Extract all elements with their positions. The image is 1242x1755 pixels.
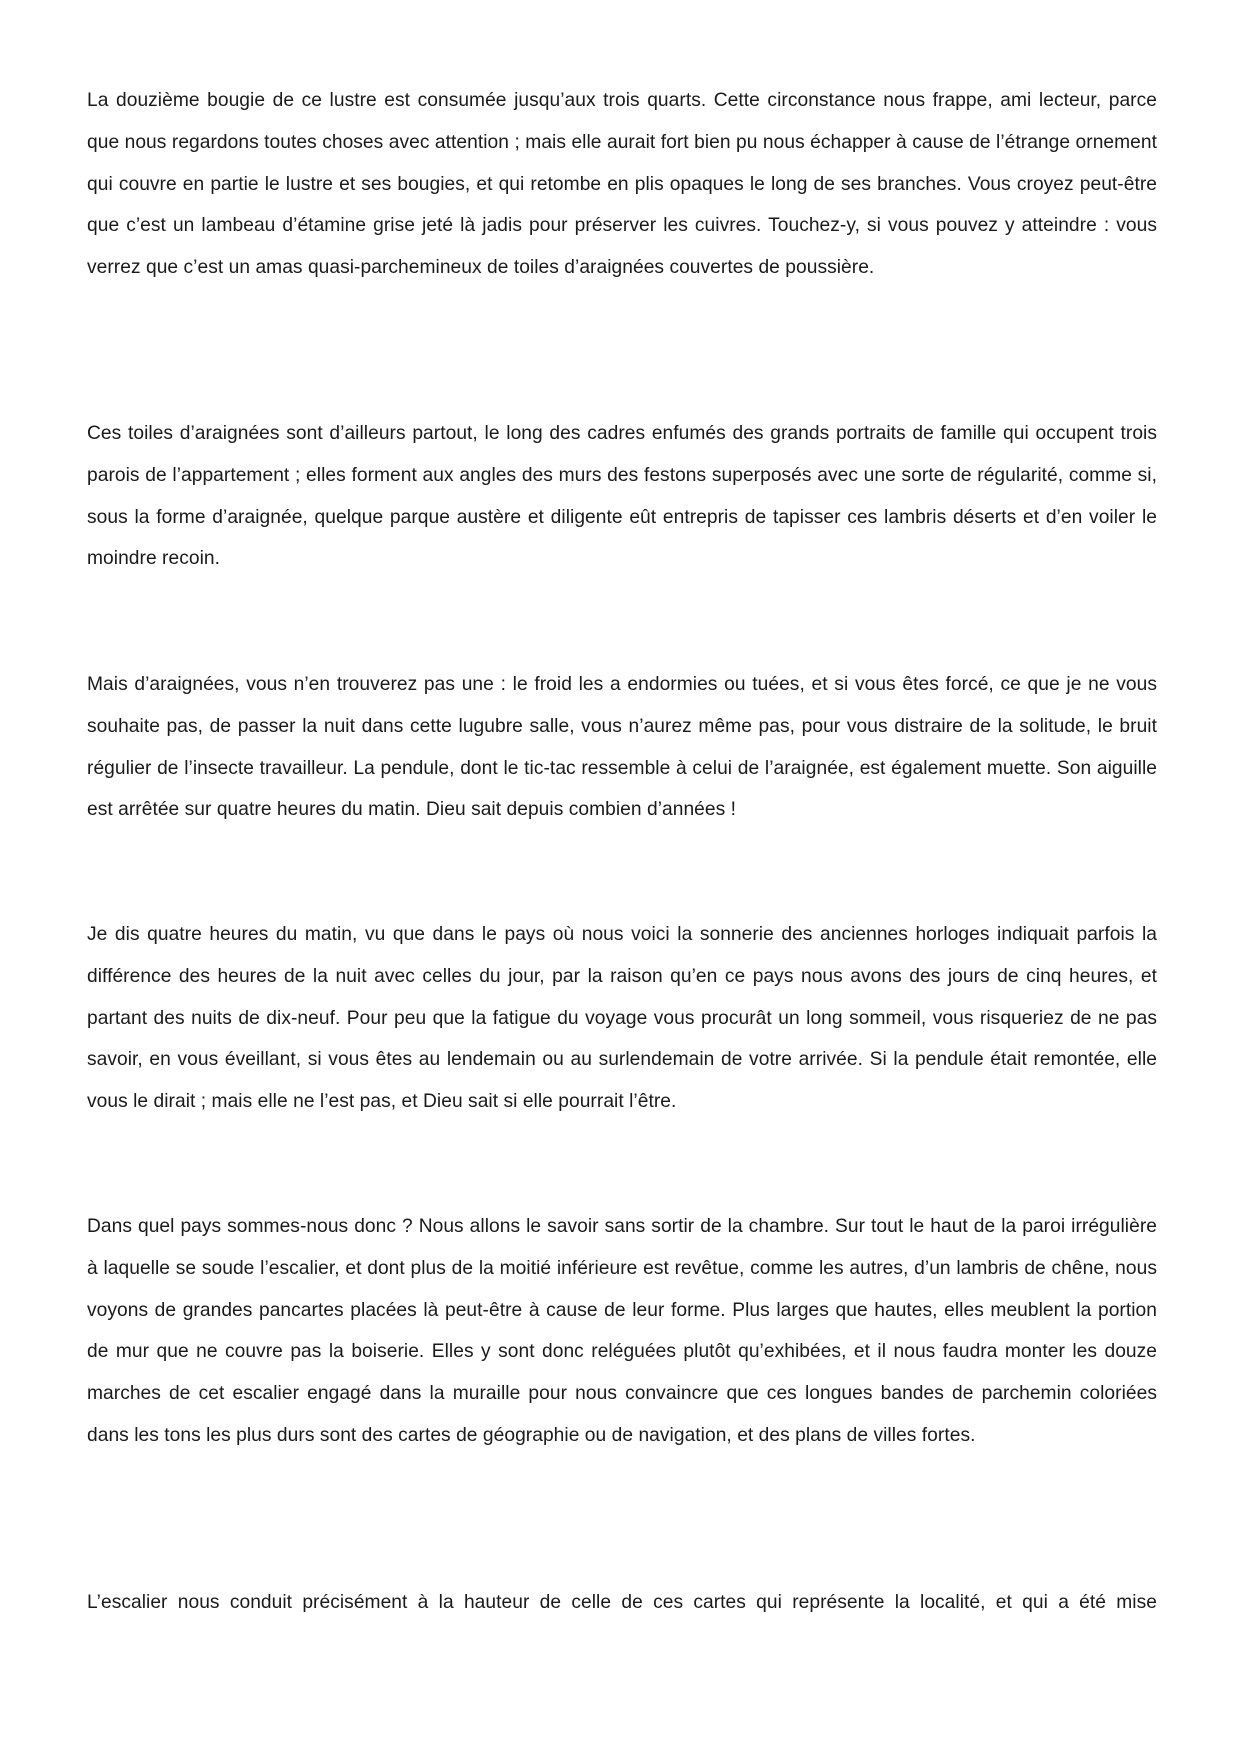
paragraph-4: Je dis quatre heures du matin, vu que dans le pays où nous voici la sonnerie des anciennes horloges indiquait parfois la différence des heures de la nuit avec celles du jour, par la raison qu’en ce pays nous avons des jours de cinq heures, et partant des nuits de dix-neuf. Pour peu que la fatigue du voyage vous procurât un long sommeil, vous risqueriez de ne pas savoir, en vous éveillant, si vous êtes au lendemain ou au surlendemain de votre arrivée. Si la pendule était remontée, elle vous le dirait ; mais elle ne l’est pas, et Dieu sait si elle pourrait l’être. (87, 924, 1157, 1113)
paragraph-3: Mais d’araignées, vous n’en trouverez pas une : le froid les a endormies ou tuées, et si vous êtes forcé, ce que je ne vous souhaite pas, de passer la nuit dans cette lugubre salle, vous n’aurez même pas, pour vous distraire de la solitude, le bruit régulier de l’insecte travailleur. La pendule, dont le tic-tac ressemble à celui de l’araignée, est également muette. Son aiguille est arrêtée sur quatre heures du matin. Dieu sait depuis combien d’années ! (87, 674, 1157, 821)
paragraph-2: Ces toiles d’araignées sont d’ailleurs partout, le long des cadres enfumés des grands portraits de famille qui occupent trois parois de l’appartement ; elles forment aux angles des murs des festons superposés avec une sorte de régularité, comme si, sous la forme d’araignée, quelque parque austère et diligente eût entrepris de tapisser ces lambris déserts et d’en voiler le moindre recoin. (87, 423, 1157, 570)
paragraph-6: L’escalier nous conduit précisément à la hauteur de celle de ces cartes qui représente la localité, et qui a été mise (87, 1592, 1157, 1613)
paragraph-1: La douzième bougie de ce lustre est consumée jusqu’aux trois quarts. Cette circonstance nous frappe, ami lecteur, parce que nous regardons toutes choses avec attention ; mais elle aurait fort bien pu nous échapper à cause de l’étrange ornement qui couvre en partie le lustre et ses bougies, et qui retombe en plis opaques le long de ses branches. Vous croyez peut-être que c’est un lambeau d’étamine grise jeté là jadis pour préserver les cuivres. Touchez-y, si vous pouvez y atteindre : vous verrez que c’est un amas quasi-parchemineux de toiles d’araignées couvertes de poussière. (87, 90, 1157, 279)
paragraph-5: Dans quel pays sommes-nous donc ? Nous allons le savoir sans sortir de la chambre. Sur tout le haut de la paroi irrégulière à laquelle se soude l’escalier, et dont plus de la moitié inférieure est revêtue, comme les autres, d’un lambris de chêne, nous voyons de grandes pancartes placées là peut-être à cause de leur forme. Plus larges que hautes, elles meublent la portion de mur que ne couvre pas la boiserie. Elles y sont donc reléguées plutôt qu’exhibées, et il nous faudra monter les douze marches de cet escalier engagé dans la muraille pour nous convaincre que ces longues bandes de parchemin coloriées dans les tons les plus durs sont des cartes de géographie ou de navigation, et des plans de villes fortes. (87, 1216, 1157, 1446)
